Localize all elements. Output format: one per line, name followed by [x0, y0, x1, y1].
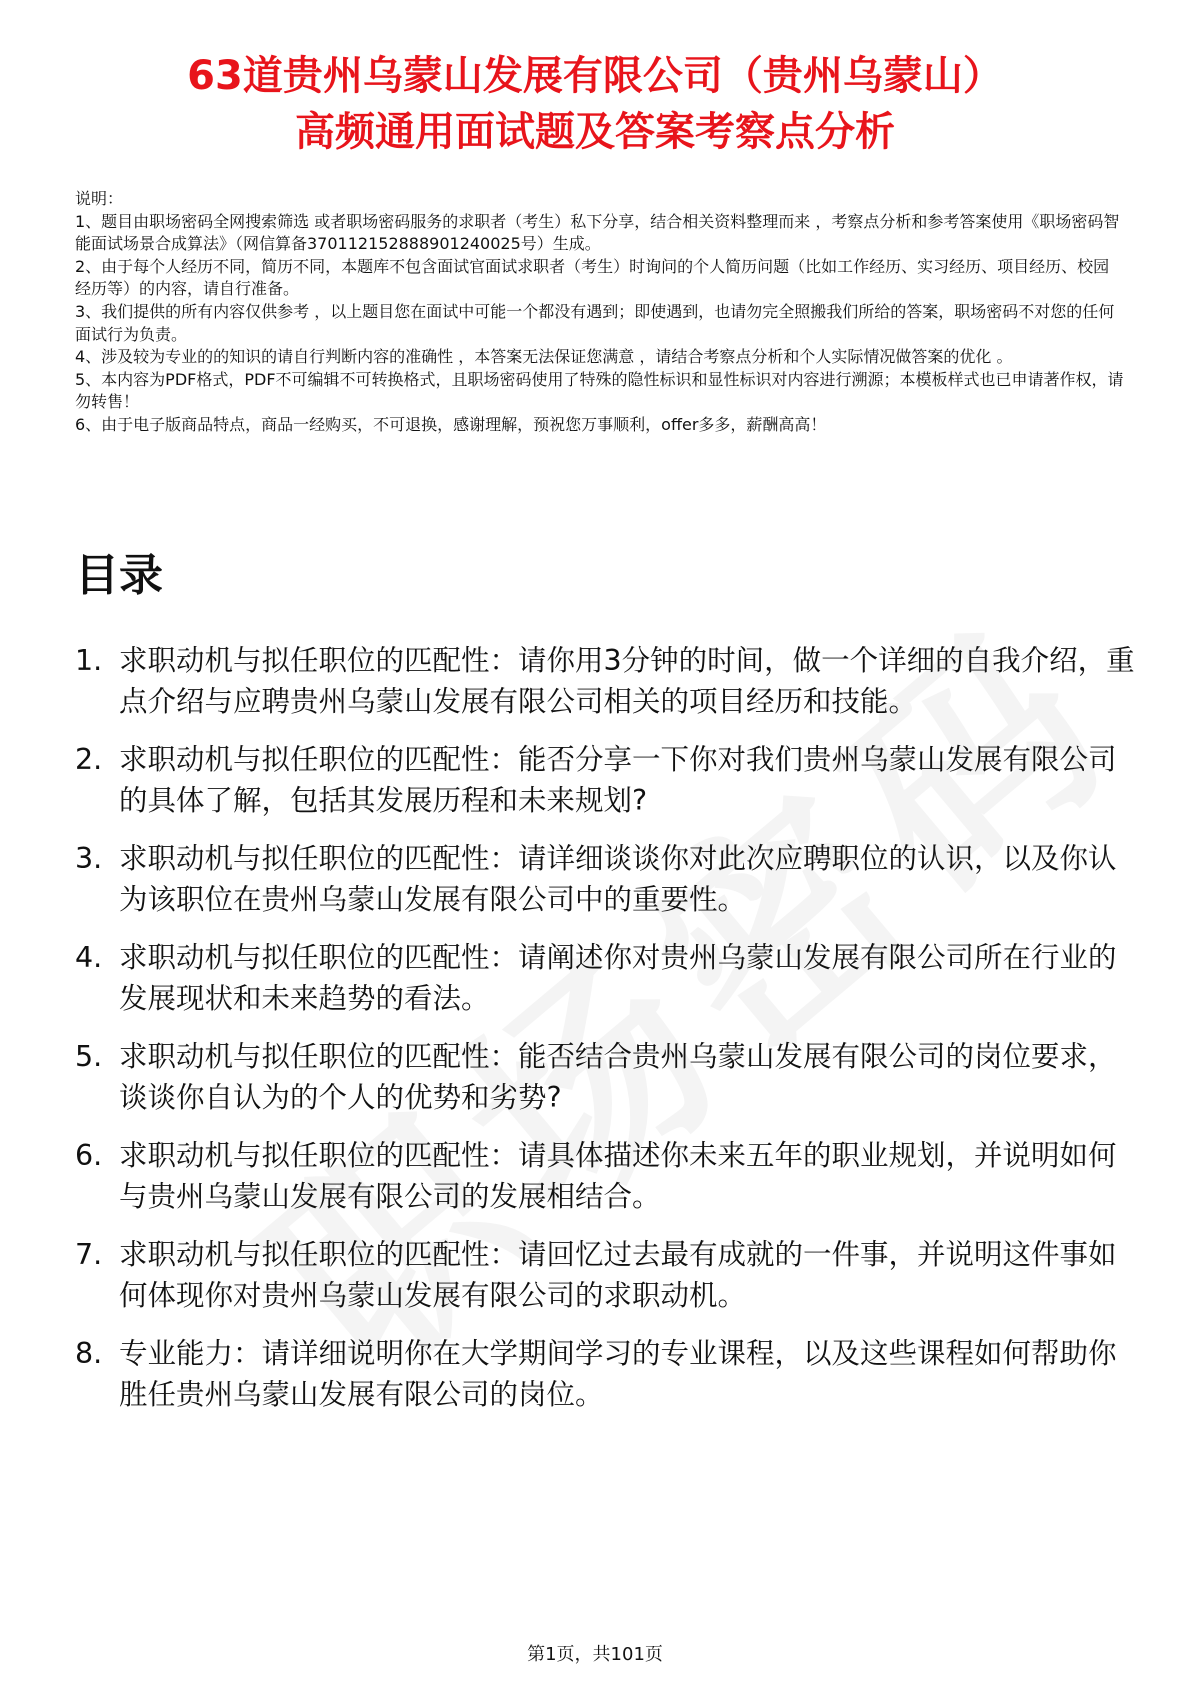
toc-item-text: 求职动机与拟任职位的匹配性：请回忆过去最有成就的一件事，并说明这件事如何体现你对贵州乌蒙山发展有限公司的求职动机。: [119, 1238, 1117, 1312]
toc-item[interactable]: [75, 1135, 1135, 1217]
toc-item-number: 7.: [75, 1238, 103, 1271]
toc-heading: 目录: [75, 550, 163, 601]
note-item-2: 2、由于每个人经历不同，简历不同，本题库不包含面试官面试求职者（考生）时询问的个人简历问题（比如工作经历、实习经历、项目经历、校园经历等）的内容，请自行准备。: [75, 256, 1110, 299]
toc-item-number: 3.: [75, 842, 103, 875]
toc-item-number: 1.: [75, 644, 103, 677]
toc-item-number: 8.: [75, 1337, 103, 1370]
toc-item[interactable]: [75, 640, 1135, 722]
toc-item[interactable]: [75, 1333, 1135, 1415]
note-item-1: 1、题目由职场密码全网搜索筛选 或者职场密码服务的求职者（考生）私下分享，结合相关资料整理而来 ，考察点分析和参考答案使用《职场密码智能面试场景合成算法》（网信算备370112152888901240025号）生成。: [75, 211, 1120, 254]
note-item-5: 5、本内容为PDF格式，PDF不可编辑不可转换格式，且职场密码使用了特殊的隐性标识和显性标识对内容进行溯源；本模板样式也已申请著作权，请勿转售！: [75, 369, 1124, 412]
note-item-6: 6、由于电子版商品特点，商品一经购买，不可退换，感谢理解，预祝您万事顺利，offer多多，薪酬高高！: [75, 414, 827, 434]
document-title-line2: 高频通用面试题及答案考察点分析: [295, 109, 895, 155]
note-item-3: 3、我们提供的所有内容仅供参考 ，以上题目您在面试中可能一个都没有遇到；即使遇到，也请勿完全照搬我们所给的答案，职场密码不对您的任何面试行为负责。: [75, 301, 1115, 344]
toc-item-text: 求职动机与拟任职位的匹配性：请详细谈谈你对此次应聘职位的认识，以及你认为该职位在贵州乌蒙山发展有限公司中的重要性。: [119, 842, 1117, 916]
toc-item-text: 求职动机与拟任职位的匹配性：能否结合贵州乌蒙山发展有限公司的岗位要求，谈谈你自认为的个人的优势和劣势?: [119, 1040, 1117, 1114]
toc-item-text: 求职动机与拟任职位的匹配性：请阐述你对贵州乌蒙山发展有限公司所在行业的发展现状和未来趋势的看法。: [119, 941, 1117, 1015]
toc-item[interactable]: [75, 739, 1135, 821]
toc-item-text: 求职动机与拟任职位的匹配性：请具体描述你未来五年的职业规划，并说明如何与贵州乌蒙山发展有限公司的发展相结合。: [119, 1139, 1117, 1213]
toc-item[interactable]: [75, 838, 1135, 920]
document-title-line1: 63道贵州乌蒙山发展有限公司（贵州乌蒙山）: [187, 53, 1003, 99]
document-title: [40, 48, 1150, 160]
toc-item[interactable]: [75, 1234, 1135, 1316]
toc-list: [75, 640, 1135, 1432]
toc-item-number: 4.: [75, 941, 103, 974]
toc-item-number: 2.: [75, 743, 103, 776]
toc-item-text: 求职动机与拟任职位的匹配性：能否分享一下你对我们贵州乌蒙山发展有限公司的具体了解，包括其发展历程和未来规划?: [119, 743, 1117, 817]
toc-item-text: 专业能力：请详细说明你在大学期间学习的专业课程，以及这些课程如何帮助你胜任贵州乌蒙山发展有限公司的岗位。: [119, 1337, 1117, 1411]
toc-item-number: 5.: [75, 1040, 103, 1073]
notes-section: [75, 188, 1125, 437]
toc-item[interactable]: [75, 1036, 1135, 1118]
note-item-4: 4、涉及较为专业的的知识的请自行判断内容的准确性 ，本答案无法保证您满意 ，请结合考察点分析和个人实际情况做答案的优化 。: [75, 347, 1013, 367]
notes-heading: 说明：: [75, 189, 124, 208]
toc-item[interactable]: [75, 937, 1135, 1019]
page-footer: 第1页，共101页: [527, 1644, 663, 1665]
toc-item-number: 6.: [75, 1139, 103, 1172]
toc-item-text: 求职动机与拟任职位的匹配性：请你用3分钟的时间，做一个详细的自我介绍，重点介绍与应聘贵州乌蒙山发展有限公司相关的项目经历和技能。: [119, 644, 1135, 718]
